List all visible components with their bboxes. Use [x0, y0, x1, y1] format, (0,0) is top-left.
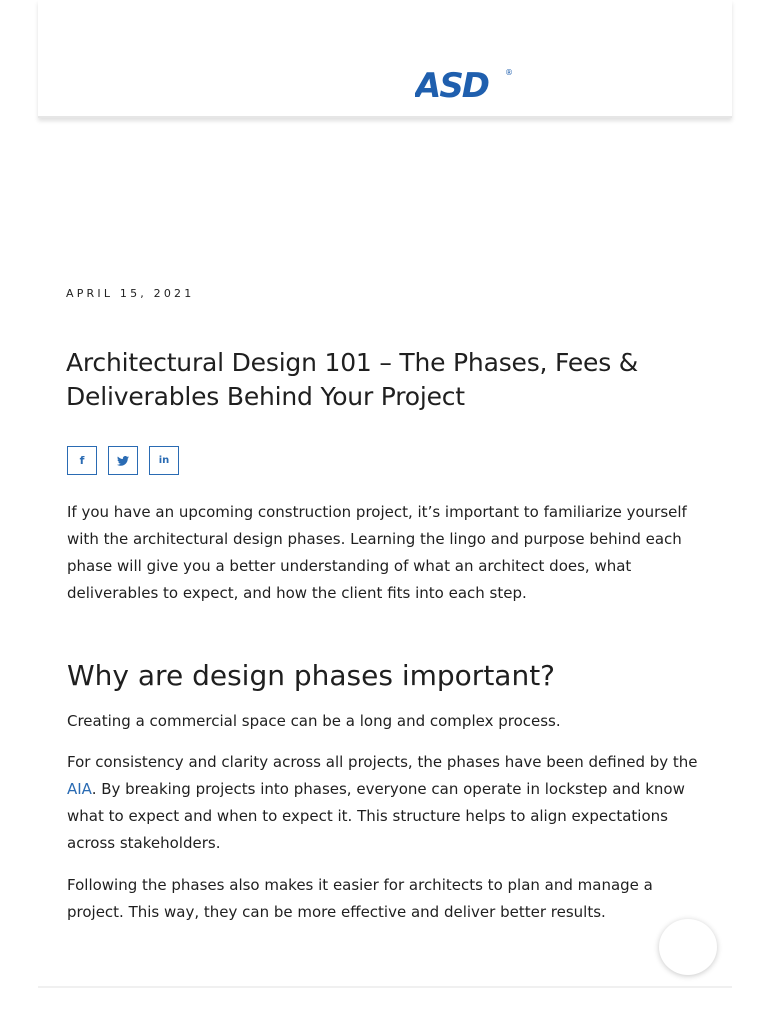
footer-divider: [38, 986, 732, 988]
article-title: Architectural Design 101 – The Phases, Fees & Deliverables Behind Your Project: [66, 348, 639, 411]
article-date: APRIL 15, 2021: [66, 287, 195, 300]
asd-logo-graphic: [415, 66, 515, 102]
site-header: [38, 0, 732, 118]
facebook-icon: f: [79, 454, 85, 467]
logo-text: ASD: [415, 66, 489, 102]
section-heading: Why are design phases important?: [67, 659, 556, 692]
paragraph-following-phases: Following the phases also makes it easier for architects to plan and manage a project. This way, they can be more effective and deliver better results.: [67, 876, 653, 921]
linkedin-share-button[interactable]: [149, 446, 179, 475]
header-divider: [38, 116, 732, 118]
share-buttons: [67, 446, 179, 475]
intro-paragraph: If you have an upcoming construction project, it’s important to familiarize yourself with the architectural design phases. Learning the lingo and purpose behind each phase will give you a better understanding of what an architect does, what deliverables to expect, and how the client fits into each step.: [67, 503, 687, 602]
paragraph-aia: [67, 749, 703, 857]
aia-link[interactable]: AIA: [67, 780, 92, 798]
paragraph-aia-text-after: . By breaking projects into phases, everyone can operate in lockstep and know what to expect and when to expect it. This structure helps to align expectations across stakeholders.: [67, 780, 685, 852]
chat-widget-button[interactable]: [659, 919, 717, 975]
logo-registered-mark: ®: [505, 68, 513, 77]
asd-logo[interactable]: [415, 66, 515, 102]
linkedin-icon: in: [158, 455, 170, 466]
facebook-share-button[interactable]: [67, 446, 97, 475]
twitter-icon: [117, 456, 129, 466]
paragraph-aia-text-before: For consistency and clarity across all projects, the phases have been defined by the: [67, 753, 698, 771]
twitter-share-button[interactable]: [108, 446, 138, 475]
paragraph-complex-process: Creating a commercial space can be a long and complex process.: [67, 712, 561, 730]
